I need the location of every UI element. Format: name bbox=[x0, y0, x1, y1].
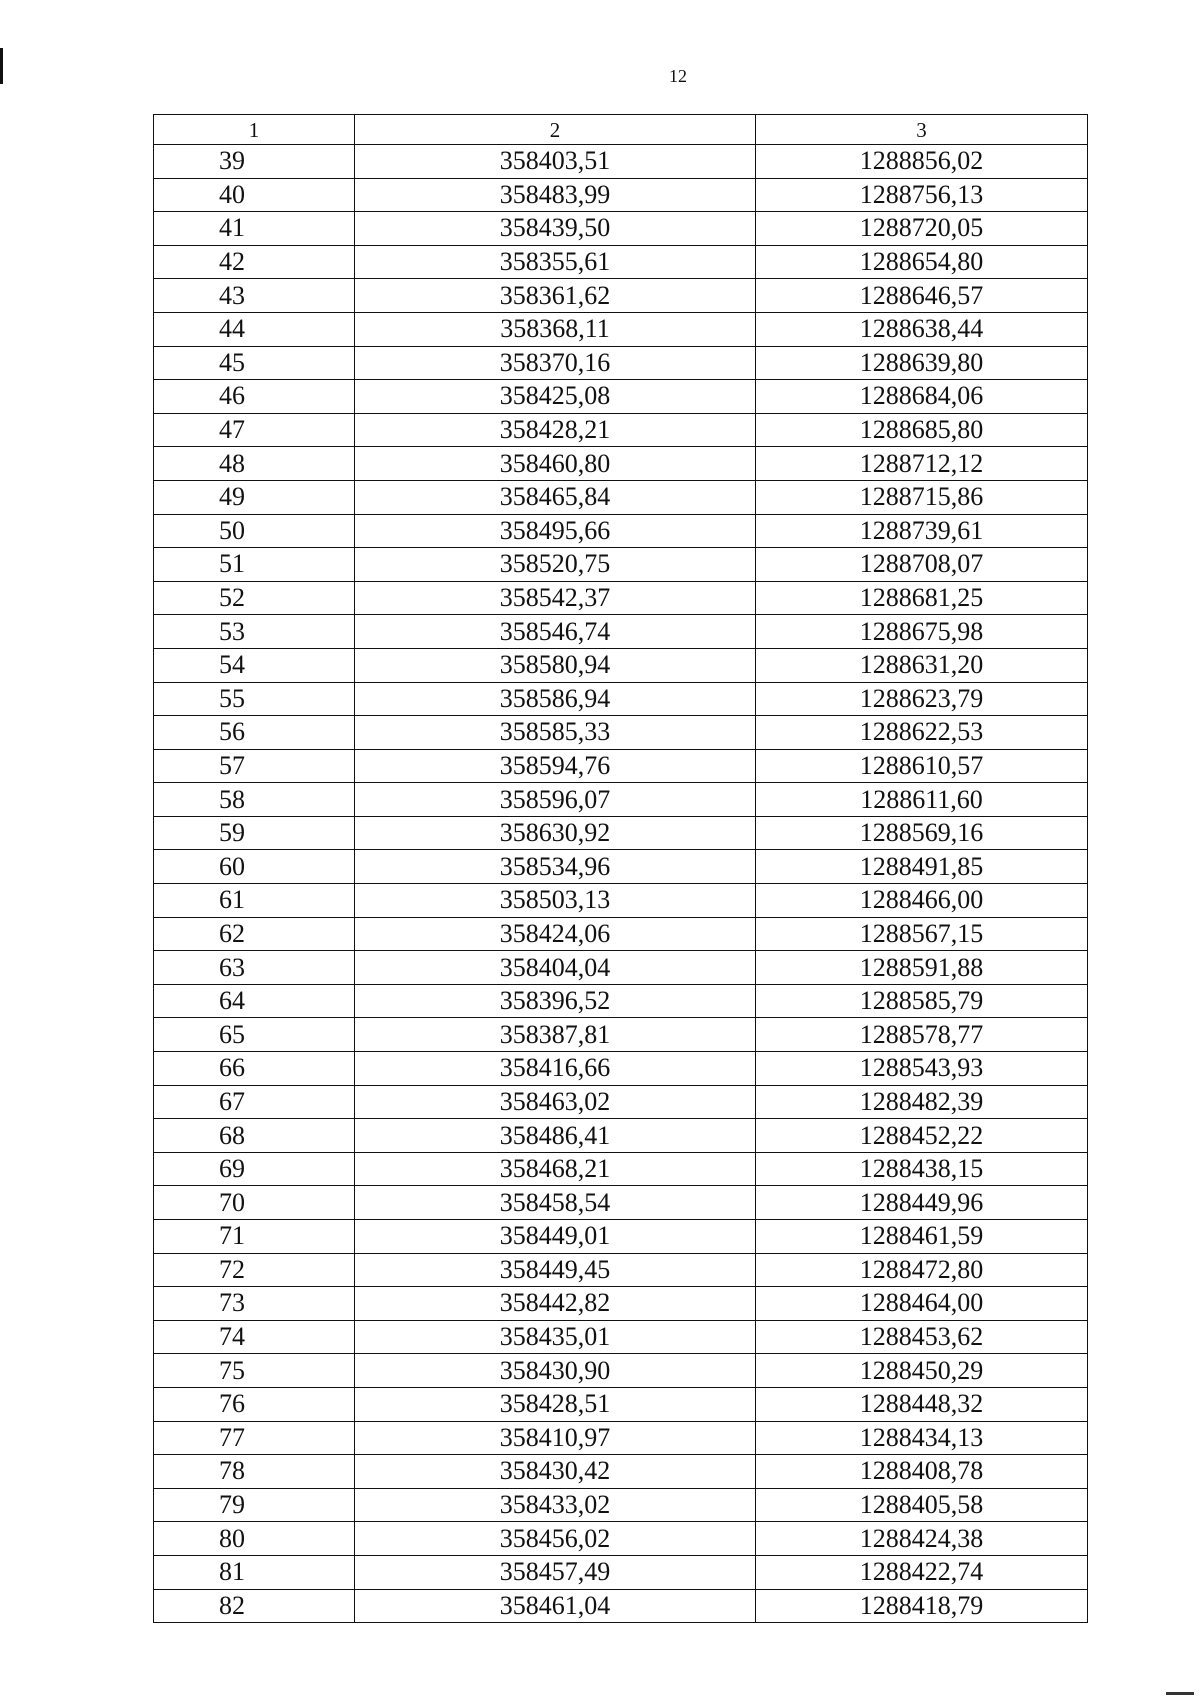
x-coordinate-cell: 358368,11 bbox=[355, 312, 756, 346]
y-coordinate-cell: 1288646,57 bbox=[756, 279, 1088, 313]
table-row bbox=[154, 716, 1088, 750]
table-row bbox=[154, 380, 1088, 414]
y-coordinate-cell: 1288685,80 bbox=[756, 413, 1088, 447]
point-number-cell: 82 bbox=[154, 1589, 355, 1623]
point-number-cell: 69 bbox=[154, 1152, 355, 1186]
point-number-cell: 68 bbox=[154, 1119, 355, 1153]
table-row bbox=[154, 1152, 1088, 1186]
x-coordinate-cell: 358425,08 bbox=[355, 380, 756, 414]
table-row bbox=[154, 447, 1088, 481]
point-number-cell: 51 bbox=[154, 548, 355, 582]
x-coordinate-cell: 358456,02 bbox=[355, 1522, 756, 1556]
x-coordinate-cell: 358442,82 bbox=[355, 1287, 756, 1321]
point-number-cell: 73 bbox=[154, 1287, 355, 1321]
x-coordinate-cell: 358486,41 bbox=[355, 1119, 756, 1153]
y-coordinate-cell: 1288638,44 bbox=[756, 312, 1088, 346]
table-row bbox=[154, 1555, 1088, 1589]
point-number-cell: 54 bbox=[154, 648, 355, 682]
y-coordinate-cell: 1288452,22 bbox=[756, 1119, 1088, 1153]
table-row bbox=[154, 279, 1088, 313]
point-number-cell: 78 bbox=[154, 1455, 355, 1489]
x-coordinate-cell: 358483,99 bbox=[355, 178, 756, 212]
table-header bbox=[154, 115, 1088, 145]
table-row bbox=[154, 682, 1088, 716]
y-coordinate-cell: 1288448,32 bbox=[756, 1387, 1088, 1421]
table-row bbox=[154, 1220, 1088, 1254]
point-number-cell: 71 bbox=[154, 1220, 355, 1254]
table-row bbox=[154, 178, 1088, 212]
point-number-cell: 79 bbox=[154, 1488, 355, 1522]
x-coordinate-cell: 358458,54 bbox=[355, 1186, 756, 1220]
y-coordinate-cell: 1288408,78 bbox=[756, 1455, 1088, 1489]
y-coordinate-cell: 1288708,07 bbox=[756, 548, 1088, 582]
table-row bbox=[154, 783, 1088, 817]
y-coordinate-cell: 1288464,00 bbox=[756, 1287, 1088, 1321]
table-row bbox=[154, 749, 1088, 783]
x-coordinate-cell: 358457,49 bbox=[355, 1555, 756, 1589]
y-coordinate-cell: 1288543,93 bbox=[756, 1052, 1088, 1086]
x-coordinate-cell: 358404,04 bbox=[355, 951, 756, 985]
y-coordinate-cell: 1288639,80 bbox=[756, 346, 1088, 380]
y-coordinate-cell: 1288453,62 bbox=[756, 1320, 1088, 1354]
point-number-cell: 74 bbox=[154, 1320, 355, 1354]
point-number-cell: 66 bbox=[154, 1052, 355, 1086]
y-coordinate-cell: 1288418,79 bbox=[756, 1589, 1088, 1623]
x-coordinate-cell: 358546,74 bbox=[355, 615, 756, 649]
table-row bbox=[154, 1085, 1088, 1119]
y-coordinate-cell: 1288622,53 bbox=[756, 716, 1088, 750]
point-number-cell: 44 bbox=[154, 312, 355, 346]
table-row bbox=[154, 1522, 1088, 1556]
table-row bbox=[154, 1387, 1088, 1421]
column-header-1: 1 bbox=[154, 115, 355, 145]
table-row bbox=[154, 816, 1088, 850]
y-coordinate-cell: 1288681,25 bbox=[756, 581, 1088, 615]
x-coordinate-cell: 358586,94 bbox=[355, 682, 756, 716]
table-row bbox=[154, 413, 1088, 447]
x-coordinate-cell: 358355,61 bbox=[355, 245, 756, 279]
table-row bbox=[154, 615, 1088, 649]
y-coordinate-cell: 1288684,06 bbox=[756, 380, 1088, 414]
y-coordinate-cell: 1288450,29 bbox=[756, 1354, 1088, 1388]
y-coordinate-cell: 1288739,61 bbox=[756, 514, 1088, 548]
table-row bbox=[154, 548, 1088, 582]
x-coordinate-cell: 358596,07 bbox=[355, 783, 756, 817]
x-coordinate-cell: 358430,90 bbox=[355, 1354, 756, 1388]
point-number-cell: 50 bbox=[154, 514, 355, 548]
table-row bbox=[154, 346, 1088, 380]
x-coordinate-cell: 358520,75 bbox=[355, 548, 756, 582]
y-coordinate-cell: 1288422,74 bbox=[756, 1555, 1088, 1589]
y-coordinate-cell: 1288578,77 bbox=[756, 1018, 1088, 1052]
table-row bbox=[154, 212, 1088, 246]
point-number-cell: 80 bbox=[154, 1522, 355, 1556]
point-number-cell: 60 bbox=[154, 850, 355, 884]
x-coordinate-cell: 358449,01 bbox=[355, 1220, 756, 1254]
x-coordinate-cell: 358416,66 bbox=[355, 1052, 756, 1086]
table-row bbox=[154, 1186, 1088, 1220]
table-row bbox=[154, 951, 1088, 985]
x-coordinate-cell: 358461,04 bbox=[355, 1589, 756, 1623]
table-body bbox=[154, 145, 1088, 1623]
point-number-cell: 72 bbox=[154, 1253, 355, 1287]
y-coordinate-cell: 1288623,79 bbox=[756, 682, 1088, 716]
x-coordinate-cell: 358630,92 bbox=[355, 816, 756, 850]
point-number-cell: 77 bbox=[154, 1421, 355, 1455]
y-coordinate-cell: 1288569,16 bbox=[756, 816, 1088, 850]
y-coordinate-cell: 1288472,80 bbox=[756, 1253, 1088, 1287]
x-coordinate-cell: 358396,52 bbox=[355, 984, 756, 1018]
x-coordinate-cell: 358433,02 bbox=[355, 1488, 756, 1522]
x-coordinate-cell: 358585,33 bbox=[355, 716, 756, 750]
table-row bbox=[154, 1421, 1088, 1455]
x-coordinate-cell: 358468,21 bbox=[355, 1152, 756, 1186]
point-number-cell: 39 bbox=[154, 145, 355, 179]
y-coordinate-cell: 1288482,39 bbox=[756, 1085, 1088, 1119]
y-coordinate-cell: 1288856,02 bbox=[756, 145, 1088, 179]
y-coordinate-cell: 1288567,15 bbox=[756, 917, 1088, 951]
x-coordinate-cell: 358424,06 bbox=[355, 917, 756, 951]
y-coordinate-cell: 1288611,60 bbox=[756, 783, 1088, 817]
x-coordinate-cell: 358465,84 bbox=[355, 480, 756, 514]
point-number-cell: 61 bbox=[154, 884, 355, 918]
y-coordinate-cell: 1288491,85 bbox=[756, 850, 1088, 884]
point-number-cell: 56 bbox=[154, 716, 355, 750]
page-number: 12 bbox=[669, 66, 687, 86]
table-row bbox=[154, 1455, 1088, 1489]
table-row bbox=[154, 1287, 1088, 1321]
x-coordinate-cell: 358370,16 bbox=[355, 346, 756, 380]
x-coordinate-cell: 358387,81 bbox=[355, 1018, 756, 1052]
x-coordinate-cell: 358435,01 bbox=[355, 1320, 756, 1354]
y-coordinate-cell: 1288585,79 bbox=[756, 984, 1088, 1018]
point-number-cell: 48 bbox=[154, 447, 355, 481]
table-row bbox=[154, 984, 1088, 1018]
point-number-cell: 75 bbox=[154, 1354, 355, 1388]
x-coordinate-cell: 358495,66 bbox=[355, 514, 756, 548]
table-row bbox=[154, 1354, 1088, 1388]
point-number-cell: 53 bbox=[154, 615, 355, 649]
y-coordinate-cell: 1288591,88 bbox=[756, 951, 1088, 985]
table-row bbox=[154, 850, 1088, 884]
table-row bbox=[154, 1052, 1088, 1086]
point-number-cell: 42 bbox=[154, 245, 355, 279]
table-row bbox=[154, 648, 1088, 682]
point-number-cell: 47 bbox=[154, 413, 355, 447]
table-row bbox=[154, 884, 1088, 918]
y-coordinate-cell: 1288631,20 bbox=[756, 648, 1088, 682]
point-number-cell: 58 bbox=[154, 783, 355, 817]
column-header-2: 2 bbox=[355, 115, 756, 145]
table-row bbox=[154, 1119, 1088, 1153]
point-number-cell: 41 bbox=[154, 212, 355, 246]
table-row bbox=[154, 480, 1088, 514]
table-row bbox=[154, 312, 1088, 346]
y-coordinate-cell: 1288434,13 bbox=[756, 1421, 1088, 1455]
y-coordinate-cell: 1288449,96 bbox=[756, 1186, 1088, 1220]
y-coordinate-cell: 1288424,38 bbox=[756, 1522, 1088, 1556]
y-coordinate-cell: 1288466,00 bbox=[756, 884, 1088, 918]
table-row bbox=[154, 581, 1088, 615]
x-coordinate-cell: 358428,51 bbox=[355, 1387, 756, 1421]
x-coordinate-cell: 358439,50 bbox=[355, 212, 756, 246]
x-coordinate-cell: 358534,96 bbox=[355, 850, 756, 884]
column-header-3: 3 bbox=[756, 115, 1088, 145]
x-coordinate-cell: 358428,21 bbox=[355, 413, 756, 447]
table-row bbox=[154, 1589, 1088, 1623]
point-number-cell: 49 bbox=[154, 480, 355, 514]
x-coordinate-cell: 358594,76 bbox=[355, 749, 756, 783]
point-number-cell: 55 bbox=[154, 682, 355, 716]
y-coordinate-cell: 1288461,59 bbox=[756, 1220, 1088, 1254]
table-row bbox=[154, 917, 1088, 951]
y-coordinate-cell: 1288610,57 bbox=[756, 749, 1088, 783]
point-number-cell: 67 bbox=[154, 1085, 355, 1119]
point-number-cell: 65 bbox=[154, 1018, 355, 1052]
y-coordinate-cell: 1288720,05 bbox=[756, 212, 1088, 246]
y-coordinate-cell: 1288756,13 bbox=[756, 178, 1088, 212]
scan-corner-mark bbox=[1166, 1692, 1194, 1695]
point-number-cell: 45 bbox=[154, 346, 355, 380]
x-coordinate-cell: 358361,62 bbox=[355, 279, 756, 313]
y-coordinate-cell: 1288675,98 bbox=[756, 615, 1088, 649]
point-number-cell: 40 bbox=[154, 178, 355, 212]
y-coordinate-cell: 1288405,58 bbox=[756, 1488, 1088, 1522]
table-row bbox=[154, 1253, 1088, 1287]
x-coordinate-cell: 358580,94 bbox=[355, 648, 756, 682]
point-number-cell: 52 bbox=[154, 581, 355, 615]
x-coordinate-cell: 358430,42 bbox=[355, 1455, 756, 1489]
x-coordinate-cell: 358449,45 bbox=[355, 1253, 756, 1287]
table-row bbox=[154, 1018, 1088, 1052]
point-number-cell: 57 bbox=[154, 749, 355, 783]
point-number-cell: 76 bbox=[154, 1387, 355, 1421]
x-coordinate-cell: 358403,51 bbox=[355, 145, 756, 179]
table-row bbox=[154, 1320, 1088, 1354]
point-number-cell: 59 bbox=[154, 816, 355, 850]
point-number-cell: 46 bbox=[154, 380, 355, 414]
x-coordinate-cell: 358460,80 bbox=[355, 447, 756, 481]
y-coordinate-cell: 1288715,86 bbox=[756, 480, 1088, 514]
header-row bbox=[154, 115, 1088, 145]
coordinates-table bbox=[153, 114, 1088, 1623]
x-coordinate-cell: 358503,13 bbox=[355, 884, 756, 918]
point-number-cell: 63 bbox=[154, 951, 355, 985]
table-row bbox=[154, 145, 1088, 179]
point-number-cell: 43 bbox=[154, 279, 355, 313]
point-number-cell: 64 bbox=[154, 984, 355, 1018]
table-row bbox=[154, 1488, 1088, 1522]
y-coordinate-cell: 1288438,15 bbox=[756, 1152, 1088, 1186]
point-number-cell: 62 bbox=[154, 917, 355, 951]
y-coordinate-cell: 1288654,80 bbox=[756, 245, 1088, 279]
table-row bbox=[154, 245, 1088, 279]
point-number-cell: 70 bbox=[154, 1186, 355, 1220]
table-row bbox=[154, 514, 1088, 548]
x-coordinate-cell: 358542,37 bbox=[355, 581, 756, 615]
point-number-cell: 81 bbox=[154, 1555, 355, 1589]
y-coordinate-cell: 1288712,12 bbox=[756, 447, 1088, 481]
x-coordinate-cell: 358463,02 bbox=[355, 1085, 756, 1119]
x-coordinate-cell: 358410,97 bbox=[355, 1421, 756, 1455]
